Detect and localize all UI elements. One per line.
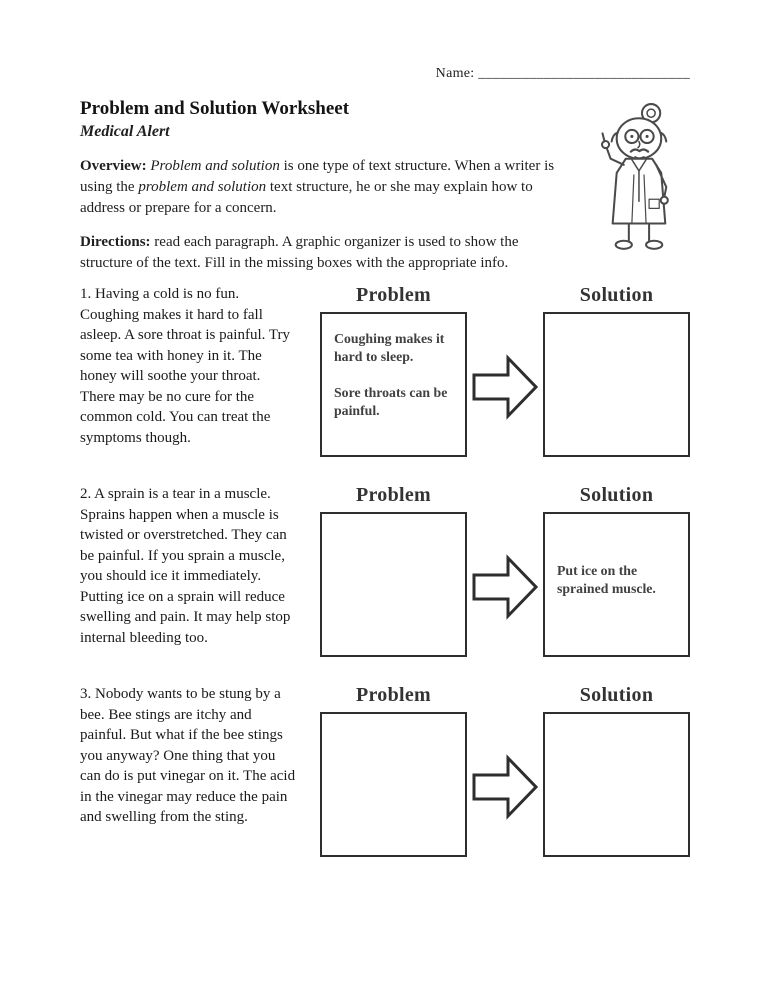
directions-label: Directions: — [80, 234, 151, 250]
passage-paragraph-1: 1. Having a cold is no fun. Coughing makes it hard to fall asleep. A sore throat is painful. Try some tea with honey in it. The honey will soothe your throat. There may be no cure for the common cold. You can treat the symptoms though. — [80, 286, 290, 446]
arrow-cell — [467, 314, 543, 459]
problem-box-3-empty — [320, 712, 467, 857]
problem-box-2-empty — [320, 512, 467, 657]
solution-header: Solution — [579, 684, 654, 706]
solution-header: Solution — [579, 484, 654, 506]
section-row-2 — [80, 484, 690, 659]
problem-text-line: Sore throats can be painful. — [334, 385, 448, 418]
page-subtitle: Medical Alert — [80, 123, 170, 140]
overview-paragraph — [80, 156, 564, 219]
graphic-organizer-3 — [320, 684, 690, 859]
problem-column-2 — [320, 484, 467, 659]
name-blank-line: _____________________________ — [478, 66, 690, 81]
overview-text-2: text structure, he or she may explain how to address or prepare for a concern. — [80, 179, 533, 216]
problem-column-1 — [320, 284, 467, 459]
name-label: Name: — [435, 66, 475, 81]
overview-italic-2: problem and solution — [138, 179, 267, 195]
problem-column-3 — [320, 684, 467, 859]
problem-text-line: Coughing makes it hard to sleep. — [334, 331, 445, 364]
page-title: Problem and Solution Worksheet — [80, 98, 350, 119]
directions-text: read each paragraph. A graphic organizer is used to show the structure of the text. Fill in the missing boxes with the appropriate info. — [80, 234, 519, 271]
solution-box-3-empty — [543, 712, 690, 857]
directions-paragraph — [80, 232, 564, 274]
header-block — [80, 98, 690, 274]
right-arrow-icon — [472, 351, 538, 423]
solution-box-1-empty — [543, 312, 690, 457]
overview-label: Overview: — [80, 158, 147, 174]
solution-header: Solution — [579, 284, 654, 306]
solution-column-3 — [543, 684, 690, 859]
name-line — [436, 66, 690, 82]
right-arrow-icon — [472, 751, 538, 823]
problem-header: Problem — [355, 484, 432, 506]
passage-paragraph-2: 2. A sprain is a tear in a muscle. Sprains happen when a muscle is twisted or overstretched. They can be painful. If you sprain a muscle, you should ice it immediately. Putting ice on a sprain will reduce swelling and pain. It may help stop internal bleeding too. — [80, 486, 291, 646]
solution-column-1 — [543, 284, 690, 459]
passage-paragraph-3: 3. Nobody wants to be stung by a bee. Bee stings are itchy and painful. But what if the bee stings you anyway? One thing that you can do is put vinegar on it. The acid in the vinegar may reduce the pain and swelling from the sting. — [80, 686, 296, 825]
graphic-organizer-2 — [320, 484, 690, 659]
problem-header: Problem — [355, 684, 432, 706]
problem-header: Problem — [355, 284, 432, 306]
right-arrow-icon — [472, 551, 538, 623]
section-row-3 — [80, 684, 690, 859]
overview-text-1: is one type of text structure. When a writer is using the — [80, 158, 555, 195]
section-row-1 — [80, 284, 690, 459]
solution-text-line: Put ice on the sprained muscle. — [557, 562, 656, 596]
solution-column-2 — [543, 484, 690, 659]
arrow-cell — [467, 714, 543, 859]
problem-box-1 — [320, 312, 467, 457]
arrow-cell — [467, 514, 543, 659]
sections-container — [80, 284, 690, 884]
doctor-cartoon-icon — [586, 100, 698, 262]
solution-box-2 — [543, 512, 690, 657]
graphic-organizer-1 — [320, 284, 690, 459]
overview-italic-1: Problem and solution — [150, 158, 280, 174]
